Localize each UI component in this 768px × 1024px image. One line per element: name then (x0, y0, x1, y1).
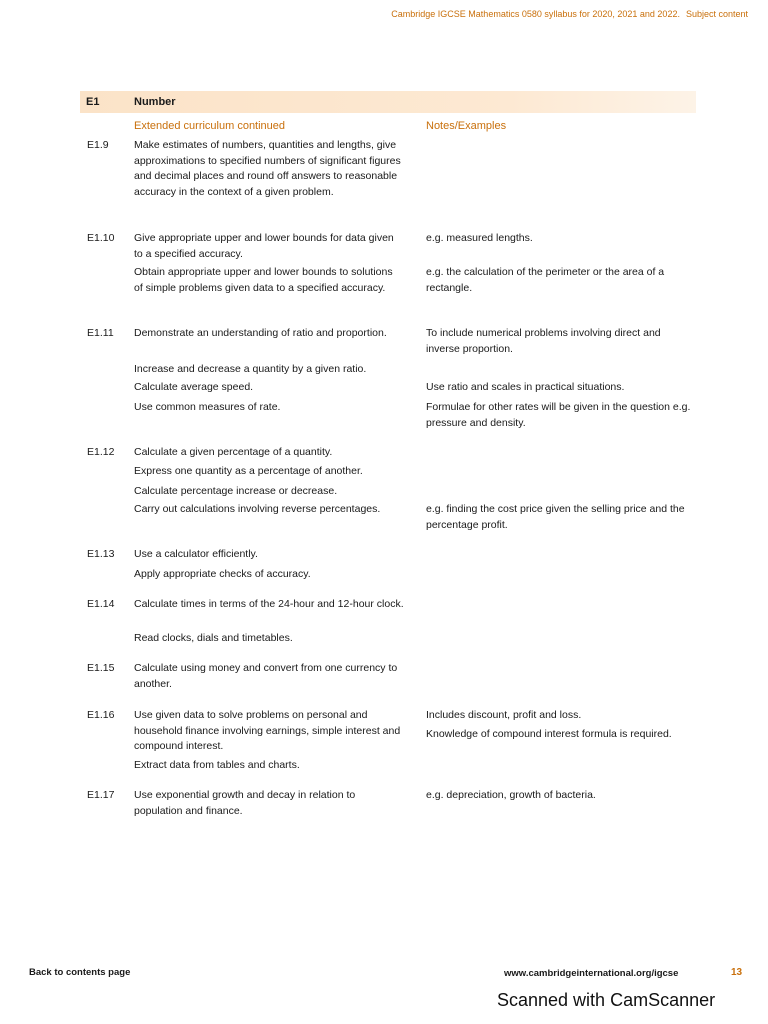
note-line: Knowledge of compound interest formula is required. (426, 728, 672, 740)
note-line: Includes discount, profit and loss. (426, 709, 582, 721)
note-line: e.g. measured lengths. (426, 232, 533, 244)
scanner-watermark: Scanned with CamScanner (497, 990, 716, 1010)
page-number: 13 (731, 967, 743, 978)
item-code: E1.13 (87, 548, 115, 560)
note-line: e.g. the calculation of the perimeter or the area of a rectangle. (426, 266, 665, 294)
curriculum-line: Use exponential growth and decay in relation to population and finance. (134, 789, 356, 817)
section-title: Number (134, 96, 176, 108)
page-header (391, 9, 748, 19)
item-code: E1.15 (87, 662, 115, 674)
curriculum-line: Extract data from tables and charts. (134, 759, 300, 771)
note-line: e.g. depreciation, growth of bacteria. (426, 789, 596, 801)
curriculum-line: Demonstrate an understanding of ratio and proportion. (134, 327, 387, 339)
item-code: E1.14 (87, 598, 115, 610)
curriculum-line: Apply appropriate checks of accuracy. (134, 568, 311, 580)
item-code: E1.11 (87, 327, 114, 339)
curriculum-line: Calculate average speed. (134, 381, 254, 393)
curriculum-line: Calculate percentage increase or decrease. (134, 485, 338, 497)
section-code: E1 (86, 96, 100, 108)
item-code: E1.9 (87, 139, 109, 151)
curriculum-line: Use common measures of rate. (134, 401, 281, 413)
curriculum-line: Use given data to solve problems on personal and household finance involving earnings, simple interest and compound interest. (134, 709, 401, 752)
note-line: e.g. finding the cost price given the selling price and the percentage profit. (426, 503, 685, 531)
column-heading-notes: Notes/Examples (426, 120, 507, 132)
note-line: To include numerical problems involving direct and inverse proportion. (426, 327, 661, 355)
item-code: E1.17 (87, 789, 115, 801)
curriculum-line: Read clocks, dials and timetables. (134, 632, 293, 644)
item-code: E1.12 (87, 446, 115, 458)
website-url-link[interactable]: www.cambridgeinternational.org/igcse (504, 968, 679, 979)
note-line: Formulae for other rates will be given in the question e.g. pressure and density. (426, 401, 691, 429)
back-to-contents-link[interactable]: Back to contents page (29, 967, 131, 978)
curriculum-line: Calculate a given percentage of a quantity. (134, 446, 333, 458)
curriculum-line: Calculate using money and convert from one currency to another. (134, 662, 398, 690)
curriculum-line: Give appropriate upper and lower bounds for data given to a specified accuracy. (134, 232, 394, 260)
curriculum-line: Obtain appropriate upper and lower bounds to solutions of simple problems given data to a specified accuracy. (134, 266, 393, 294)
curriculum-line: Make estimates of numbers, quantities and lengths, give approximations to specified numbers of significant figures and decimal places and round off answers to reasonable accuracy in the context of a given problem. (134, 139, 401, 198)
header-title: Cambridge IGCSE Mathematics 0580 syllabus for 2020, 2021 and 2022. (391, 9, 680, 19)
curriculum-line: Calculate times in terms of the 24-hour and 12-hour clock. (134, 598, 404, 610)
item-code: E1.16 (87, 709, 115, 721)
curriculum-line: Carry out calculations involving reverse percentages. (134, 503, 381, 515)
note-line: Use ratio and scales in practical situations. (426, 381, 625, 393)
header-section: Subject content (685, 9, 748, 19)
column-heading-curriculum: Extended curriculum continued (134, 120, 286, 132)
curriculum-line: Use a calculator efficiently. (134, 548, 258, 560)
curriculum-line: Increase and decrease a quantity by a given ratio. (134, 363, 367, 375)
curriculum-line: Express one quantity as a percentage of another. (134, 465, 363, 477)
item-code: E1.10 (87, 232, 115, 244)
